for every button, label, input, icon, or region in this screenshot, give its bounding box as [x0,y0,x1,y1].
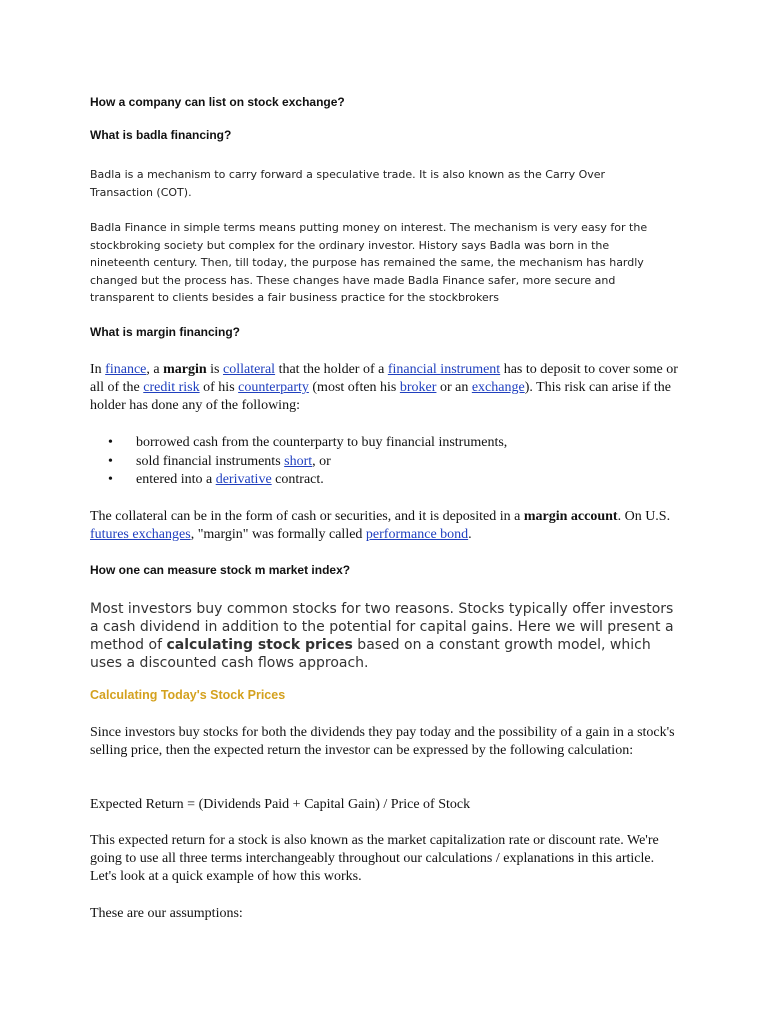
text-run: has to deposit to cover some or all of the [90,362,678,395]
expected-return-formula: Expected Return = (Dividends Paid + Capital Gain) / Price of Stock [90,797,471,812]
margin-conditions-list [108,434,507,490]
text-run: . On U.S. [617,509,671,524]
link-short[interactable]: short [284,453,313,469]
text-run: based on a constant growth model, which uses a discounted cash flows approach. [90,637,651,671]
list-item-text: borrowed cash from the counterparty to buy financial instruments, [136,435,508,450]
link-counterparty[interactable]: counterparty [238,380,309,395]
heading-badla-financing: What is badla financing? [90,128,232,142]
collateral-paragraph [90,508,680,544]
heading-list-on-exchange: How a company can list on stock exchange? [90,95,345,109]
text-run: , "margin" was formally called [190,527,366,542]
list-item-text: sold financial instruments [136,453,285,469]
link-exchange[interactable]: exchange [471,380,525,395]
heading-market-index: How one can measure stock m market index? [90,563,351,577]
heading-margin-financing: What is margin financing? [90,325,241,339]
text-run: , a [146,362,164,377]
text-run: The collateral can be in the form of cash or securities, and it is deposited in a [90,509,524,524]
calc-paragraph-2: This expected return for a stock is also known as the market capitalization rate or discount rate. We're going to use all three terms interchangeably throughout our calculations / explanations in this article. Let's look at a quick example of how this works. [90,833,659,884]
link-finance[interactable]: finance [105,362,147,377]
list-item-text: , or [312,453,331,469]
link-broker[interactable]: broker [399,380,437,395]
bold-margin-account: margin account [523,509,618,524]
text-run: ). This risk can arise if the holder has done any of the following: [90,380,671,413]
link-futures-exchanges[interactable]: futures exchanges [90,527,191,542]
index-paragraph [90,600,680,672]
bullet-icon: • [108,472,113,487]
text-run: Most investors buy common stocks for two reasons. Stocks typically offer investors a cash dividend in addition to the potential for capital gains. Here we will present a method of [90,601,674,653]
text-run: (most often his [308,380,400,395]
bullet-icon: • [108,453,113,469]
bold-calculating-stock-prices: calculating stock prices [166,637,353,653]
calc-paragraph-1: Since investors buy stocks for both the dividends they pay today and the possibility of a gain in a stock's selling price, then the expected return the investor can be expressed by the following calculation: [90,725,675,758]
calc-paragraph-3: These are our assumptions: [90,906,243,921]
text-run: In [90,362,106,377]
link-collateral[interactable]: collateral [223,362,276,377]
link-performance-bond[interactable]: performance bond [365,527,469,542]
text-run: or an [436,380,472,395]
heading-calculating-stock-prices: Calculating Today's Stock Prices [90,688,286,702]
list-item-text: entered into a [136,472,216,487]
text-run: is [206,362,223,377]
list-item [108,471,507,490]
margin-definition-paragraph [90,361,680,415]
text-run: of his [199,380,239,395]
text-run: . [468,527,472,542]
badla-paragraph-1: Badla is a mechanism to carry forward a speculative trade. It is also known as the Carry Over Transaction (COT). [90,168,606,199]
list-item-text: contract. [271,472,324,487]
badla-paragraph-2: Badla Finance in simple terms means putting money on interest. The mechanism is very easy for the stockbroking society but complex for the ordinary investor. History says Badla was born in the nineteenth century. Then, till today, the purpose has remained the same, the mechanism has hardly changed but the process has. These changes have made Badla Finance safer, more secure and transparent to clients besides a fair business practice for the stockbrokers [90,221,648,304]
link-derivative[interactable]: derivative [215,472,272,487]
link-credit-risk[interactable]: credit risk [143,380,200,395]
bullet-icon: • [108,435,113,450]
text-run: that the holder of a [275,362,388,377]
list-item [108,434,507,453]
link-financial-instrument[interactable]: financial instrument [387,362,501,377]
bold-margin: margin [163,362,207,377]
list-item [108,453,507,472]
